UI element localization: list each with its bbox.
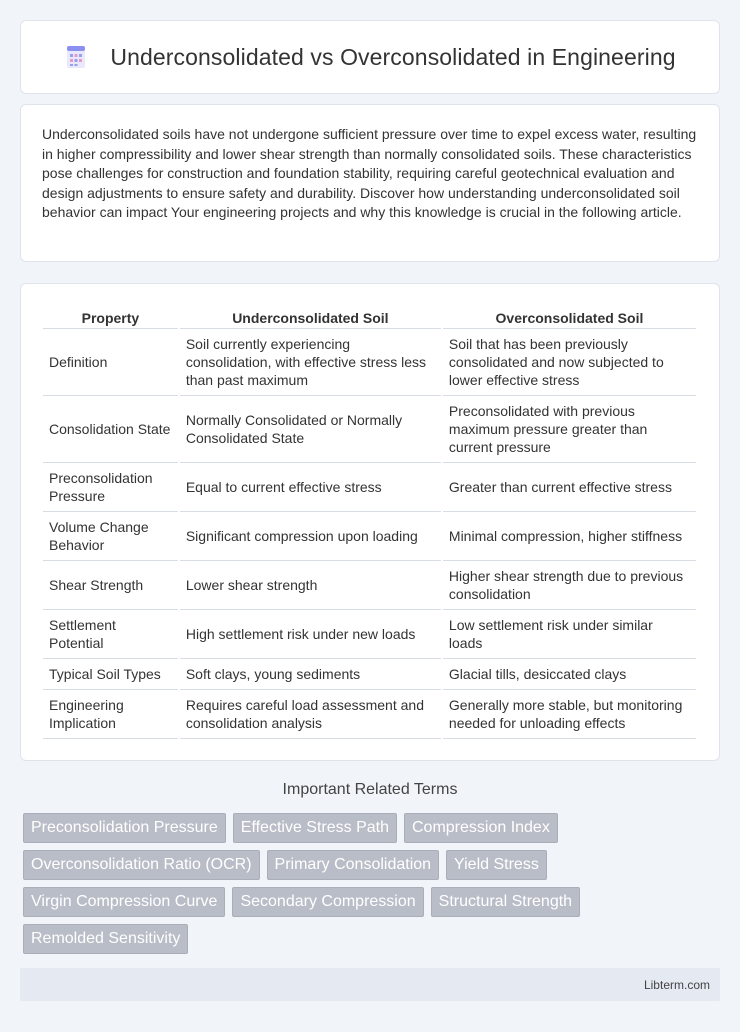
cell-overconsolidated: Low settlement risk under similar loads — [443, 610, 696, 659]
header-property: Property — [43, 303, 178, 329]
cell-overconsolidated: Soil that has been previously consolidated and now subjected to lower effective stress — [443, 329, 696, 396]
header-underconsolidated: Underconsolidated Soil — [180, 303, 441, 329]
cell-overconsolidated: Generally more stable, but monitoring needed for unloading effects — [443, 690, 696, 739]
footer-site-link[interactable]: Libterm.com — [643, 977, 710, 992]
table-row — [43, 329, 696, 396]
related-term-tag[interactable]: Compression Index — [404, 813, 558, 843]
cell-property: Definition — [43, 329, 178, 396]
cell-underconsolidated: Normally Consolidated or Normally Consolidated State — [180, 396, 441, 463]
related-term-tag[interactable]: Overconsolidation Ratio (OCR) — [23, 850, 260, 880]
related-term-tag[interactable]: Remolded Sensitivity — [23, 924, 188, 954]
cell-underconsolidated: Significant compression upon loading — [180, 512, 441, 561]
related-term-tag[interactable]: Primary Consolidation — [267, 850, 440, 880]
cell-overconsolidated: Greater than current effective stress — [443, 463, 696, 512]
table-row — [43, 659, 696, 690]
table-header-row — [43, 303, 696, 329]
cell-property: Preconsolidation Pressure — [43, 463, 178, 512]
comparison-table — [41, 303, 698, 739]
related-term-tag[interactable]: Preconsolidation Pressure — [23, 813, 226, 843]
header-overconsolidated: Overconsolidated Soil — [443, 303, 696, 329]
intro-card — [20, 104, 720, 262]
cell-underconsolidated: Requires careful load assessment and consolidation analysis — [180, 690, 441, 739]
cell-underconsolidated: Soft clays, young sediments — [180, 659, 441, 690]
table-row — [43, 690, 696, 739]
related-term-tag[interactable]: Effective Stress Path — [233, 813, 397, 843]
cell-property: Engineering Implication — [43, 690, 178, 739]
related-term-tag[interactable]: Secondary Compression — [232, 887, 423, 917]
related-term-tag[interactable]: Structural Strength — [431, 887, 580, 917]
related-terms-list — [23, 813, 723, 961]
cell-property: Typical Soil Types — [43, 659, 178, 690]
table-row — [43, 561, 696, 610]
cell-underconsolidated: High settlement risk under new loads — [180, 610, 441, 659]
header-card — [20, 20, 720, 94]
related-terms-title: Important Related Terms — [282, 781, 458, 798]
intro-text: Underconsolidated soils have not undergone sufficient pressure over time to expel excess water, resulting in higher compressibility and lower shear strength than normally consolidated soils. These characteristics pose challenges for construction and foundation stability, requiring careful geotechnical evaluation and design adjustments to ensure safety and durability. Discover how understanding underconsolidated soil behavior can impact Your engineering projects and why this knowledge is crucial in the following article. — [42, 126, 697, 221]
related-term-tag[interactable]: Yield Stress — [446, 850, 547, 880]
cell-underconsolidated: Equal to current effective stress — [180, 463, 441, 512]
cell-overconsolidated: Minimal compression, higher stiffness — [443, 512, 696, 561]
cell-property: Settlement Potential — [43, 610, 178, 659]
cell-overconsolidated: Higher shear strength due to previous consolidation — [443, 561, 696, 610]
cell-property: Consolidation State — [43, 396, 178, 463]
footer — [20, 968, 720, 1001]
cell-overconsolidated: Preconsolidated with previous maximum pressure greater than current pressure — [443, 396, 696, 463]
cell-overconsolidated: Glacial tills, desiccated clays — [443, 659, 696, 690]
page-title: Underconsolidated vs Overconsolidated in Engineering — [110, 43, 676, 70]
cell-underconsolidated: Soil currently experiencing consolidation, with effective stress less than past maximum — [180, 329, 441, 396]
table-row — [43, 610, 696, 659]
document-icon — [64, 44, 88, 70]
cell-underconsolidated: Lower shear strength — [180, 561, 441, 610]
table-row — [43, 396, 696, 463]
cell-property: Shear Strength — [43, 561, 178, 610]
table-row — [43, 463, 696, 512]
related-term-tag[interactable]: Virgin Compression Curve — [23, 887, 225, 917]
cell-property: Volume Change Behavior — [43, 512, 178, 561]
table-row — [43, 512, 696, 561]
comparison-card — [20, 283, 720, 761]
